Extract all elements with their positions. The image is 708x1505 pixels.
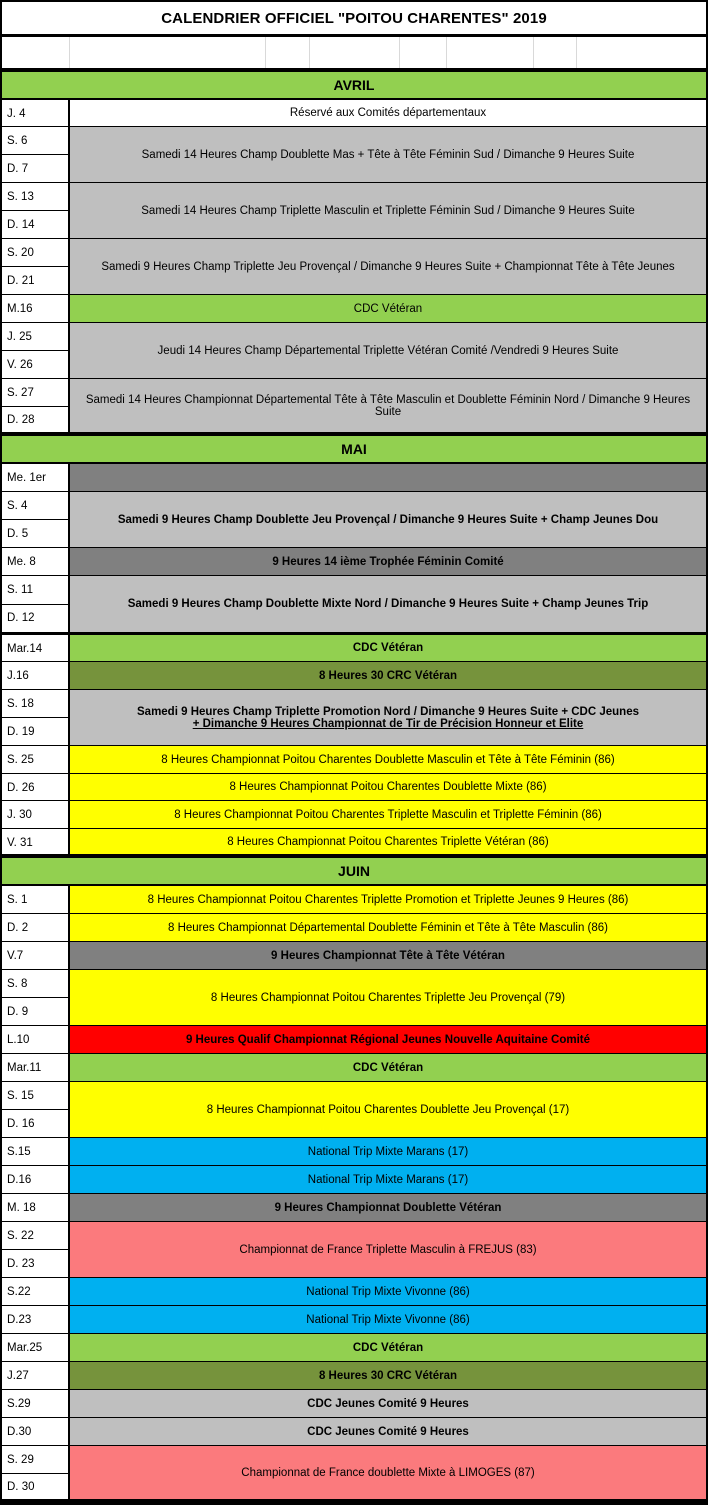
column-guide-cell xyxy=(534,37,577,68)
calendar-row xyxy=(2,801,706,829)
date-column xyxy=(2,464,70,491)
date-cell: D. 5 xyxy=(2,519,68,547)
date-column xyxy=(2,127,70,182)
date-column xyxy=(2,295,70,322)
event-description-line: National Trip Mixte Vivonne (86) xyxy=(306,1285,470,1298)
calendar-row xyxy=(2,1362,706,1390)
column-guide-cell xyxy=(310,37,399,68)
event-description-line: 8 Heures Championnat Départemental Doublette Féminin et Tête à Tête Masculin (86) xyxy=(168,921,608,934)
event-description xyxy=(70,1306,706,1333)
event-description-line: National Trip Mixte Marans (17) xyxy=(307,1173,469,1186)
event-description-line: 9 Heures Championnat Doublette Vétéran xyxy=(274,1201,502,1214)
date-cell: S. 15 xyxy=(7,1089,34,1102)
date-cell: J.16 xyxy=(7,669,29,682)
calendar-row xyxy=(2,1306,706,1334)
date-column xyxy=(2,1446,70,1499)
date-column xyxy=(2,690,70,745)
event-description xyxy=(70,1082,706,1137)
date-cell: D.30 xyxy=(7,1425,32,1438)
event-description xyxy=(70,1026,706,1053)
date-cell: Mar.14 xyxy=(7,642,43,655)
date-column xyxy=(2,635,70,661)
event-description xyxy=(70,942,706,969)
month-banner xyxy=(2,435,706,464)
date-column xyxy=(2,323,70,378)
event-description-line: 8 Heures 30 CRC Vétéran xyxy=(318,669,458,682)
date-column xyxy=(2,942,70,969)
month-banner xyxy=(2,71,706,100)
calendar-row xyxy=(2,379,706,435)
event-description-line: 8 Heures Championnat Poitou Charentes Doublette Jeu Provençal (17) xyxy=(206,1103,570,1116)
column-guide-cell xyxy=(70,37,266,68)
date-column xyxy=(2,801,70,828)
calendar-row xyxy=(2,1446,706,1502)
page-title-text: CALENDRIER OFFICIEL "POITOU CHARENTES" 2019 xyxy=(161,9,547,27)
event-description xyxy=(70,492,706,547)
date-cell: D. 7 xyxy=(2,154,68,182)
event-description-line: 8 Heures Championnat Poitou Charentes Triplette Vétéran (86) xyxy=(227,835,549,848)
date-column xyxy=(2,1334,70,1361)
calendar-row xyxy=(2,1082,706,1138)
date-cell: Mar.25 xyxy=(7,1341,43,1354)
date-column xyxy=(2,1222,70,1277)
calendar-row xyxy=(2,1194,706,1222)
event-description xyxy=(70,1054,706,1081)
date-cell: S. 1 xyxy=(7,893,28,906)
calendar-row xyxy=(2,100,706,127)
calendar-row xyxy=(2,942,706,970)
calendar-row xyxy=(2,970,706,1026)
date-cell: D. 19 xyxy=(2,717,68,745)
event-description-line: Samedi 14 Heures Champ Triplette Masculin et Triplette Féminin Sud / Dimanche 9 Heures Suite xyxy=(141,204,635,217)
column-guide-cell xyxy=(266,37,311,68)
date-column xyxy=(2,1194,70,1221)
calendar-row xyxy=(2,886,706,914)
event-description xyxy=(70,1138,706,1165)
event-description-line: Samedi 9 Heures Champ Doublette Jeu Provençal / Dimanche 9 Heures Suite + Champ Jeunes Dou xyxy=(117,513,659,526)
event-description-line: CDC Vétéran xyxy=(352,1341,424,1354)
event-description-line: CDC Jeunes Comité 9 Heures xyxy=(307,1397,469,1410)
event-description xyxy=(70,576,706,632)
date-cell: S.22 xyxy=(7,1285,31,1298)
event-description xyxy=(70,662,706,689)
event-description xyxy=(70,829,706,854)
event-description xyxy=(70,1278,706,1305)
date-column xyxy=(2,1138,70,1165)
calendar-row xyxy=(2,127,706,183)
calendar-row xyxy=(2,690,706,746)
date-column xyxy=(2,1390,70,1417)
event-description-line: + Dimanche 9 Heures Championnat de Tir de Précision Honneur et Elite xyxy=(192,717,584,730)
event-description xyxy=(70,1334,706,1361)
date-cell: S.29 xyxy=(7,1397,31,1410)
month-banner-label: MAI xyxy=(341,441,367,457)
event-description xyxy=(70,886,706,913)
event-description xyxy=(70,379,706,432)
event-description xyxy=(70,464,706,491)
calendar-row xyxy=(2,295,706,323)
date-cell: D. 14 xyxy=(2,210,68,238)
event-description-line: Réservé aux Comités départementaux xyxy=(289,107,487,119)
column-guide-cell xyxy=(2,37,70,68)
date-cell: S. 20 xyxy=(7,246,34,259)
event-description xyxy=(70,746,706,773)
date-cell: D.16 xyxy=(7,1173,32,1186)
date-column xyxy=(2,1054,70,1081)
calendar-row xyxy=(2,1054,706,1082)
date-cell: D. 2 xyxy=(7,921,29,934)
event-description-line: CDC Vétéran xyxy=(352,642,424,654)
calendar-row xyxy=(2,323,706,379)
event-description-line: National Trip Mixte Vivonne (86) xyxy=(306,1313,470,1326)
date-column xyxy=(2,1362,70,1389)
date-column xyxy=(2,774,70,800)
calendar-row xyxy=(2,774,706,801)
calendar-row xyxy=(2,239,706,295)
calendar-row xyxy=(2,548,706,576)
event-description xyxy=(70,774,706,800)
date-cell: D. 16 xyxy=(2,1109,68,1137)
date-column xyxy=(2,914,70,941)
event-description xyxy=(70,801,706,828)
date-cell: S.15 xyxy=(7,1145,31,1158)
date-column xyxy=(2,239,70,294)
months-container xyxy=(2,71,706,1502)
calendar-row xyxy=(2,662,706,690)
date-column xyxy=(2,970,70,1025)
calendar-row xyxy=(2,576,706,633)
date-column xyxy=(2,183,70,238)
page-title xyxy=(2,2,706,37)
month-banner-label: AVRIL xyxy=(333,77,375,93)
date-cell: S. 6 xyxy=(7,134,28,147)
date-cell: D. 21 xyxy=(2,266,68,294)
date-cell: D. 9 xyxy=(2,997,68,1025)
month-banner-label: JUIN xyxy=(338,863,370,879)
date-column xyxy=(2,746,70,773)
calendar-row xyxy=(2,1222,706,1278)
date-cell: M.16 xyxy=(7,302,33,315)
date-column xyxy=(2,1278,70,1305)
event-description-line: Samedi 9 Heures Champ Triplette Promotion Nord / Dimanche 9 Heures Suite + CDC Jeunes xyxy=(137,705,639,718)
event-description xyxy=(70,1222,706,1277)
date-cell: V. 31 xyxy=(7,836,33,849)
event-description xyxy=(70,690,706,745)
date-cell: M. 18 xyxy=(7,1201,36,1214)
event-description-line: Samedi 14 Heures Championnat Départemental Tête à Tête Masculin et Doublette Féminin Nord / Dimanche 9 Heures Suite xyxy=(85,393,691,418)
event-description xyxy=(70,1446,706,1499)
calendar-row xyxy=(2,464,706,492)
date-column xyxy=(2,829,70,854)
date-cell: L.10 xyxy=(7,1033,30,1046)
calendar-row xyxy=(2,1418,706,1446)
event-description-line: Championnat de France Triplette Masculin à FREJUS (83) xyxy=(239,1243,537,1256)
calendar-row xyxy=(2,914,706,942)
event-description-line: 9 Heures Qualif Championnat Régional Jeunes Nouvelle Aquitaine Comité xyxy=(185,1033,591,1046)
event-description-line: Samedi 9 Heures Champ Triplette Jeu Provençal / Dimanche 9 Heures Suite + Championnat Tête à Tête Jeunes xyxy=(101,260,675,273)
date-cell: J. 25 xyxy=(7,330,32,343)
date-column xyxy=(2,886,70,913)
column-guide-cell xyxy=(400,37,448,68)
event-description xyxy=(70,1166,706,1193)
date-column xyxy=(2,492,70,547)
event-description-line: 9 Heures Championnat Tête à Tête Vétéran xyxy=(271,949,505,962)
event-description xyxy=(70,1194,706,1221)
event-description-line: 8 Heures Championnat Poitou Charentes Triplette Masculin et Triplette Féminin (86) xyxy=(174,808,602,821)
date-cell: D. 28 xyxy=(2,406,68,433)
date-cell: S. 4 xyxy=(7,499,28,512)
event-description xyxy=(70,239,706,294)
calendar-row xyxy=(2,492,706,548)
date-cell: S. 13 xyxy=(7,190,34,203)
date-cell: S. 22 xyxy=(7,1229,34,1242)
event-description-line: 8 Heures Championnat Poitou Charentes Triplette Promotion et Triplette Jeunes 9 Heures (86) xyxy=(147,893,629,906)
event-description-line: CDC Jeunes Comité 9 Heures xyxy=(307,1425,469,1438)
date-cell: V.7 xyxy=(7,949,24,962)
event-description xyxy=(70,295,706,322)
event-description xyxy=(70,635,706,661)
event-description-line: Samedi 14 Heures Champ Doublette Mas + Tête à Tête Féminin Sud / Dimanche 9 Heures Suite xyxy=(141,148,635,161)
event-description-line: 8 Heures Championnat Poitou Charentes Triplette Jeu Provençal (79) xyxy=(210,991,566,1004)
date-cell: D. 12 xyxy=(2,604,68,633)
calendar-row xyxy=(2,1334,706,1362)
event-description xyxy=(70,127,706,182)
event-description xyxy=(70,1390,706,1417)
event-description-line: 9 Heures 14 ième Trophée Féminin Comité xyxy=(272,555,504,568)
date-cell: Mar.11 xyxy=(7,1061,42,1074)
calendar-row xyxy=(2,1390,706,1418)
column-guide-cell xyxy=(577,37,706,68)
event-description-line: 8 Heures Championnat Poitou Charentes Doublette Mixte (86) xyxy=(229,781,547,793)
date-column xyxy=(2,1418,70,1445)
date-column xyxy=(2,379,70,432)
event-description-line: 8 Heures Championnat Poitou Charentes Doublette Masculin et Tête à Tête Féminin (86) xyxy=(161,753,615,766)
date-column xyxy=(2,662,70,689)
date-cell: D. 26 xyxy=(7,781,35,794)
event-description-line: Jeudi 14 Heures Champ Départemental Triplette Vétéran Comité /Vendredi 9 Heures Suite xyxy=(157,344,619,357)
event-description-line: CDC Vétéran xyxy=(353,302,423,315)
date-cell: J. 30 xyxy=(7,808,32,821)
event-description-line: 8 Heures 30 CRC Vétéran xyxy=(318,1369,458,1382)
date-column xyxy=(2,548,70,575)
calendar-row xyxy=(2,1138,706,1166)
date-cell: Me. 8 xyxy=(7,555,36,568)
date-column xyxy=(2,1026,70,1053)
event-description xyxy=(70,100,706,126)
date-column xyxy=(2,100,70,126)
date-cell: J. 4 xyxy=(7,107,26,120)
date-column xyxy=(2,1082,70,1137)
calendar-row xyxy=(2,1278,706,1306)
event-description-line: National Trip Mixte Marans (17) xyxy=(307,1145,469,1158)
column-guide-row xyxy=(2,37,706,71)
month-banner xyxy=(2,857,706,886)
calendar-row xyxy=(2,746,706,774)
date-column xyxy=(2,576,70,632)
calendar-row xyxy=(2,183,706,239)
column-guide-cell xyxy=(447,37,534,68)
event-description xyxy=(70,548,706,575)
event-description xyxy=(70,1418,706,1445)
date-column xyxy=(2,1166,70,1193)
date-cell: J.27 xyxy=(7,1369,29,1382)
event-description xyxy=(70,970,706,1025)
calendar-row xyxy=(2,829,706,857)
date-cell: Me. 1er xyxy=(7,471,46,484)
date-cell: D. 23 xyxy=(2,1249,68,1277)
date-cell: S. 29 xyxy=(7,1453,34,1466)
event-description xyxy=(70,323,706,378)
date-cell: D. 30 xyxy=(2,1473,68,1500)
event-description xyxy=(70,1362,706,1389)
event-description-line: Championnat de France doublette Mixte à LIMOGES (87) xyxy=(241,1466,535,1479)
event-description xyxy=(70,914,706,941)
date-cell: D.23 xyxy=(7,1313,32,1326)
calendar-row xyxy=(2,1166,706,1194)
date-cell: S. 11 xyxy=(7,583,33,596)
calendar-row xyxy=(2,1026,706,1054)
date-cell: V. 26 xyxy=(2,350,68,378)
date-cell: S. 8 xyxy=(7,977,28,990)
date-column xyxy=(2,1306,70,1333)
event-description xyxy=(70,183,706,238)
calendar-row xyxy=(2,633,706,662)
date-cell: S. 27 xyxy=(7,386,34,399)
date-cell: S. 25 xyxy=(7,753,34,766)
date-cell: S. 18 xyxy=(7,697,34,710)
event-description-line: CDC Vétéran xyxy=(352,1061,424,1074)
event-description-line: Samedi 9 Heures Champ Doublette Mixte Nord / Dimanche 9 Heures Suite + Champ Jeunes Trip xyxy=(127,598,649,610)
